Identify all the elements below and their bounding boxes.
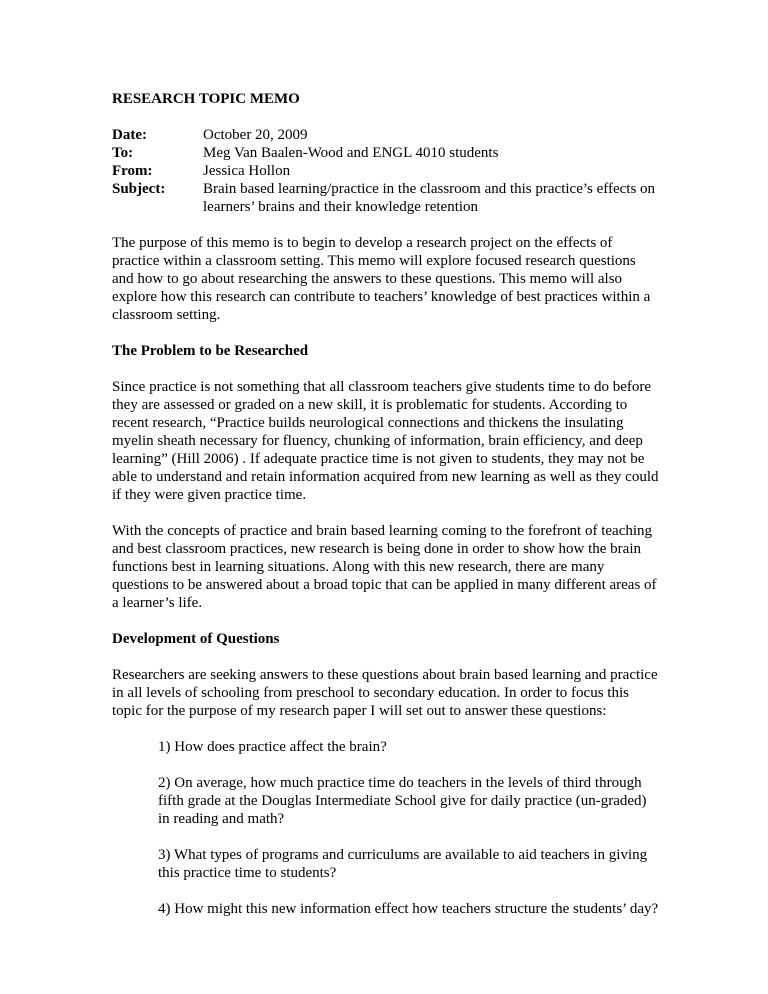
to-value: Meg Van Baalen-Wood and ENGL 4010 students [203,145,499,161]
questions-intro-paragraph: Researchers are seeking answers to these questions about brain based learning and practice in all levels of schooling from preschool to secondary education. In order to focus this topic for the purpose of my research paper I will set out to answer these questions: [112,667,658,719]
date-label: Date: [112,127,147,143]
question-item: 2) On average, how much practice time do teachers in the levels of third through fifth grade at the Douglas Intermediate School give for daily practice (un-graded) in reading and math? [158,775,647,827]
header-row-date [112,126,660,144]
memo-page [112,90,660,936]
question-item: 4) How might this new information effect how teachers structure the students’ day? [158,901,659,917]
problem-paragraph-1: Since practice is not something that all classroom teachers give students time to do before they are assessed or graded on a new skill, it is problematic for students. According to recent research, “Practice builds neurological connections and thickens the insulating myelin sheath necessary for fluency, chunking of information, brain efficiency, and deep learning” (Hill 2006) . If adequate practice time is not given to students, they may not be able to understand and retain information acquired from new learning as well as they could if they were given practice time. [112,379,659,503]
memo-header [112,126,660,216]
date-value: October 20, 2009 [203,127,308,143]
question-item: 1) How does practice affect the brain? [158,739,387,755]
intro-paragraph: The purpose of this memo is to begin to develop a research project on the effects of practice within a classroom setting. This memo will explore focused research questions and how to go about researching the answers to these questions. This memo will also explore how this research can contribute to teachers’ knowledge of best practices within a classroom setting. [112,235,651,323]
header-row-to [112,144,660,162]
subject-label: Subject: [112,181,166,197]
question-item: 3) What types of programs and curriculums are available to aid teachers in giving this practice time to students? [158,847,648,881]
header-row-subject [112,180,660,216]
to-label: To: [112,145,134,161]
section-heading-problem: The Problem to be Researched [112,343,309,359]
section-heading-questions: Development of Questions [112,631,280,647]
problem-paragraph-2: With the concepts of practice and brain based learning coming to the forefront of teaching and best classroom practices, new research is being done in order to show how the brain functions best in learning situations. Along with this new research, there are many questions to be answered about a broad topic that can be applied in many different areas of a learner’s life. [112,523,657,611]
from-value: Jessica Hollon [203,163,291,179]
from-label: From: [112,163,153,179]
header-row-from [112,162,660,180]
subject-value: Brain based learning/practice in the classroom and this practice’s effects on learners’ brains and their knowledge retention [203,181,656,215]
memo-title: RESEARCH TOPIC MEMO [112,91,300,107]
